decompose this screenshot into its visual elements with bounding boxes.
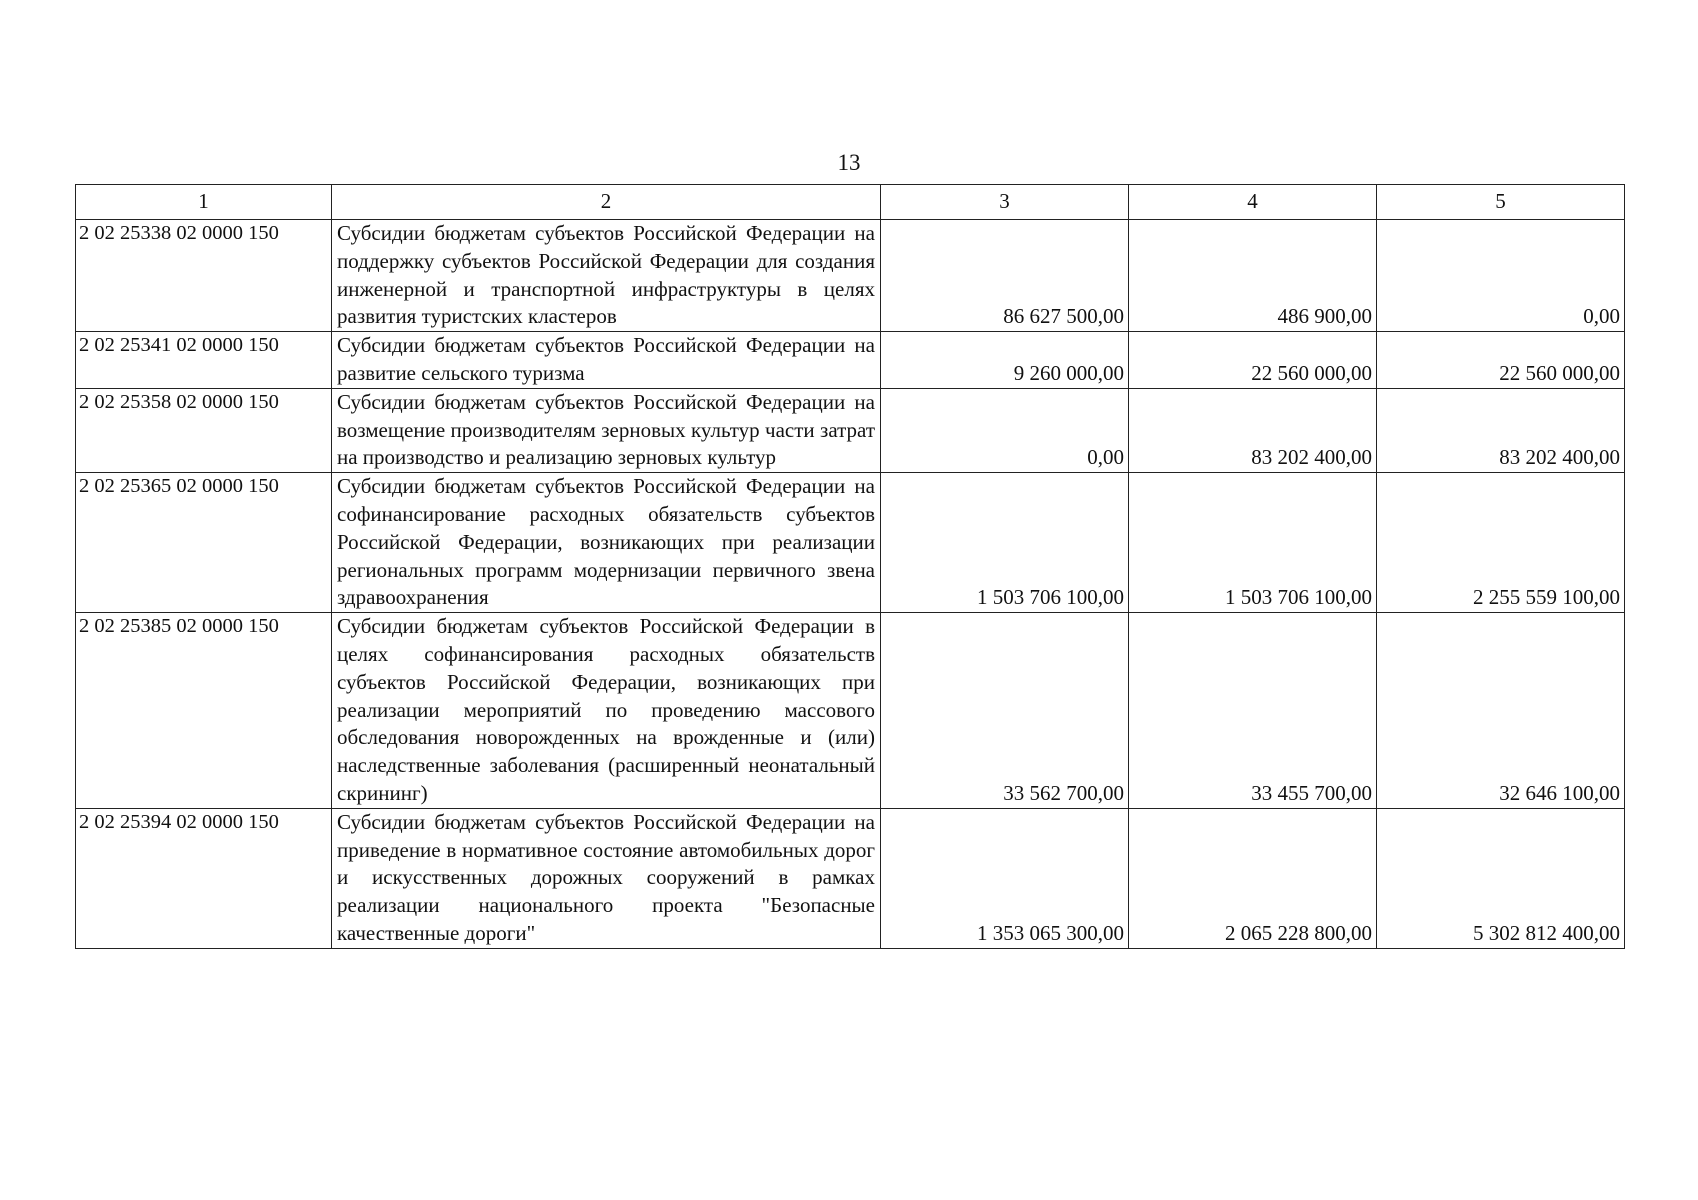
column-header-5: 5 — [1377, 185, 1625, 220]
column-header-2: 2 — [332, 185, 881, 220]
table-row — [76, 808, 1625, 948]
description-cell: Субсидии бюджетам субъектов Российской Федерации на поддержку субъектов Российской Федерации для создания инженерной и транспортной инфраструктуры в целях развития туристских кластеров — [332, 220, 881, 332]
table-row — [76, 332, 1625, 389]
budget-code-cell: 2 02 25341 02 0000 150 — [76, 332, 332, 389]
amount-col4-cell: 486 900,00 — [1129, 220, 1377, 332]
description-cell: Субсидии бюджетам субъектов Российской Федерации на софинансирование расходных обязательств субъектов Российской Федерации, возникающих при реализации региональных программ модернизации первичного звена здравоохранения — [332, 473, 881, 613]
description-cell: Субсидии бюджетам субъектов Российской Федерации на приведение в нормативное состояние автомобильных дорог и искусственных дорожных сооружений в рамках реализации национального проекта "Безопасные качественные дороги" — [332, 808, 881, 948]
table-row — [76, 388, 1625, 472]
amount-col3-cell: 9 260 000,00 — [881, 332, 1129, 389]
page-number: 13 — [837, 150, 861, 175]
amount-col5-cell: 83 202 400,00 — [1377, 388, 1625, 472]
amount-col5-cell: 0,00 — [1377, 220, 1625, 332]
table-row — [76, 613, 1625, 809]
column-header-3: 3 — [881, 185, 1129, 220]
amount-col4-cell: 22 560 000,00 — [1129, 332, 1377, 389]
amount-col4-cell: 83 202 400,00 — [1129, 388, 1377, 472]
amount-col4-cell: 1 503 706 100,00 — [1129, 473, 1377, 613]
table-row — [76, 220, 1625, 332]
table-row — [76, 473, 1625, 613]
budget-code-cell: 2 02 25365 02 0000 150 — [76, 473, 332, 613]
amount-col4-cell: 2 065 228 800,00 — [1129, 808, 1377, 948]
column-header-1: 1 — [76, 185, 332, 220]
budget-code-cell: 2 02 25385 02 0000 150 — [76, 613, 332, 809]
description-cell: Субсидии бюджетам субъектов Российской Федерации на возмещение производителям зерновых культур части затрат на производство и реализацию зерновых культур — [332, 388, 881, 472]
amount-col4-cell: 33 455 700,00 — [1129, 613, 1377, 809]
budget-table — [75, 184, 1625, 949]
budget-code-cell: 2 02 25394 02 0000 150 — [76, 808, 332, 948]
column-header-4: 4 — [1129, 185, 1377, 220]
amount-col5-cell: 22 560 000,00 — [1377, 332, 1625, 389]
amount-col3-cell: 1 353 065 300,00 — [881, 808, 1129, 948]
amount-col5-cell: 5 302 812 400,00 — [1377, 808, 1625, 948]
amount-col3-cell: 0,00 — [881, 388, 1129, 472]
description-cell: Субсидии бюджетам субъектов Российской Федерации на развитие сельского туризма — [332, 332, 881, 389]
header-row — [76, 185, 1625, 220]
description-cell: Субсидии бюджетам субъектов Российской Федерации в целях софинансирования расходных обязательств субъектов Российской Федерации, возникающих при реализации мероприятий по проведению массового обследования новорожденных на врожденные и (или) наследственные заболевания (расширенный неонатальный скрининг) — [332, 613, 881, 809]
amount-col3-cell: 33 562 700,00 — [881, 613, 1129, 809]
amount-col5-cell: 2 255 559 100,00 — [1377, 473, 1625, 613]
amount-col3-cell: 86 627 500,00 — [881, 220, 1129, 332]
budget-code-cell: 2 02 25358 02 0000 150 — [76, 388, 332, 472]
amount-col5-cell: 32 646 100,00 — [1377, 613, 1625, 809]
amount-col3-cell: 1 503 706 100,00 — [881, 473, 1129, 613]
budget-code-cell: 2 02 25338 02 0000 150 — [76, 220, 332, 332]
